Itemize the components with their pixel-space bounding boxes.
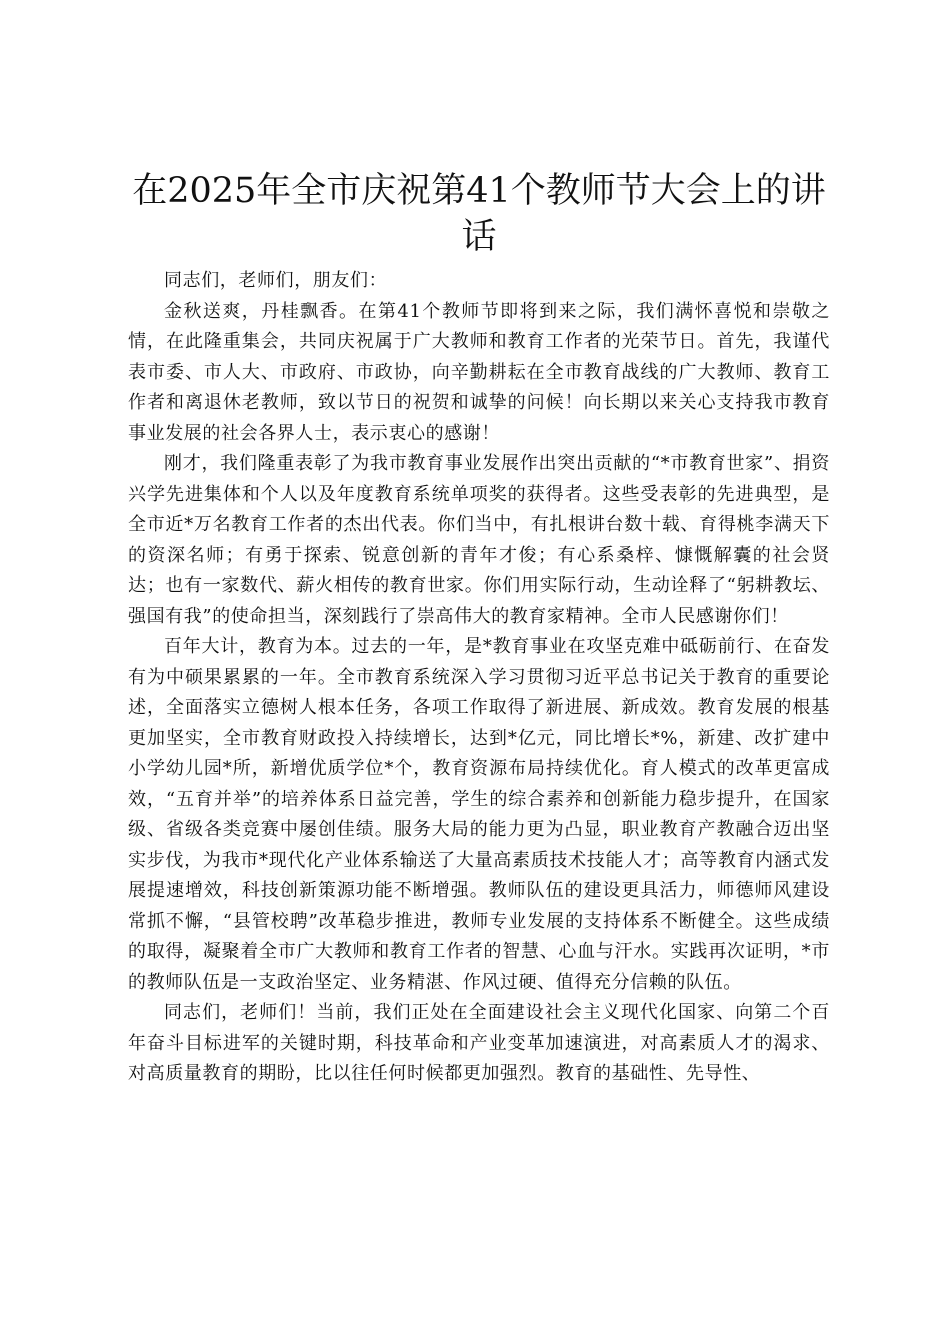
body-paragraph: 刚才，我们隆重表彰了为我市教育事业发展作出突出贡献的“*市教育世家”、捐资兴学先进集体和个人以及年度教育系统单项奖的获得者。这些受表彰的先进典型，是全市近*万名教育工作者的杰出代表。你们当中，有扎根讲台数十载、育得桃李满天下的资深名师；有勇于探索、锐意创新的青年才俊；有心系桑梓、慷慨解囊的社会贤达；也有一家数代、薪火相传的教育世家。你们用实际行动，生动诠释了“躬耕教坛、强国有我”的使命担当，深刻践行了崇高伟大的教育家精神。全市人民感谢你们！ <box>128 453 830 627</box>
body-paragraph: 百年大计，教育为本。过去的一年，是*教育事业在攻坚克难中砥砺前行、在奋发有为中硕果累累的一年。全市教育系统深入学习贯彻习近平总书记关于教育的重要论述，全面落实立德树人根本任务，各项工作取得了新进展、新成效。教育发展的根基更加坚实，全市教育财政投入持续增长，达到*亿元，同比增长*%，新建、改扩建中小学幼儿园*所，新增优质学位*个，教育资源布局持续优化。育人模式的改革更富成效，“五育并举”的培养体系日益完善，学生的综合素养和创新能力稳步提升，在国家级、省级各类竞赛中屡创佳绩。服务大局的能力更为凸显，职业教育产教融合迈出坚实步伐，为我市*现代化产业体系输送了大量高素质技术技能人才；高等教育内涵式发展提速增效，科技创新策源功能不断增强。教师队伍的建设更具活力，师德师风建设常抓不懈，“县管校聘”改革稳步推进，教师专业发展的支持体系不断健全。这些成绩的取得，凝聚着全市广大教师和教育工作者的智慧、心血与汗水。实践再次证明，*市的教师队伍是一支政治坚定、业务精湛、作风过硬、值得充分信赖的队伍。 <box>128 636 830 993</box>
title-block <box>128 168 830 260</box>
document-page <box>128 168 830 1090</box>
document-body <box>128 266 830 1090</box>
body-paragraph: 同志们，老师们！当前，我们正处在全面建设社会主义现代化国家、向第二个百年奋斗目标进军的关键时期，科技革命和产业变革加速演进，对高素质人才的渴求、对高质量教育的期盼，比以往任何时候都更加强烈。教育的基础性、先导性、 <box>128 1002 830 1084</box>
document-title: 在2025年全市庆祝第41个教师节大会上的讲话 <box>132 171 826 257</box>
body-paragraph: 金秋送爽，丹桂飘香。在第41个教师节即将到来之际，我们满怀喜悦和崇敬之情，在此隆重集会，共同庆祝属于广大教师和教育工作者的光荣节日。首先，我谨代表市委、市人大、市政府、市政协，向辛勤耕耘在全市教育战线的广大教师、教育工作者和离退休老教师，致以节日的祝贺和诚挚的问候！向长期以来关心支持我市教育事业发展的社会各界人士，表示衷心的感谢！ <box>128 300 830 444</box>
salutation-paragraph: 同志们，老师们，朋友们： <box>164 270 388 291</box>
